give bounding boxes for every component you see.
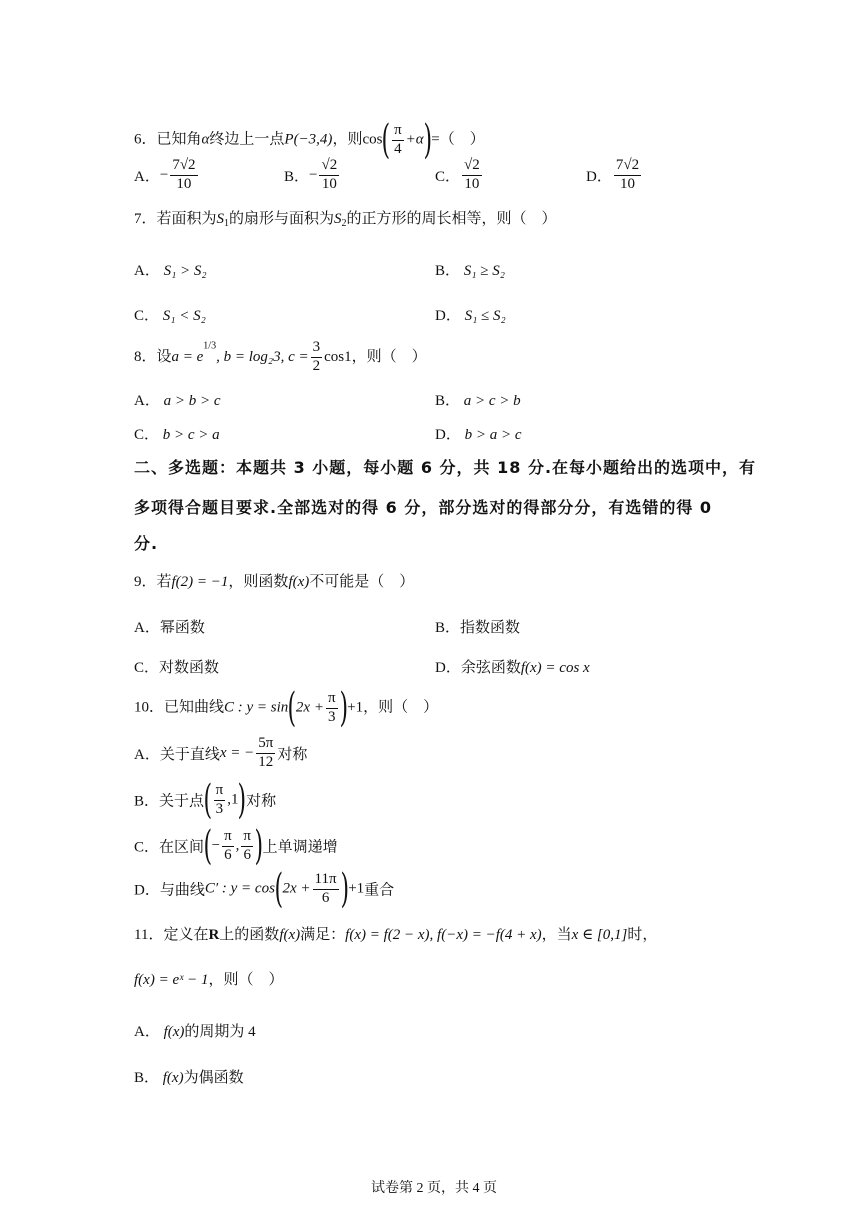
q8-stem: 8．设$a = e^{1/3}$, b = log₂3, c = $\frac{3}{2}$ cos1，则（ ） bbox=[134, 339, 427, 374]
q9-option-d[interactable]: D．余弦函数f(x) = cos x bbox=[435, 660, 590, 676]
q11-stem-line2: f(x) = eˣ − 1，则（ ） bbox=[134, 972, 284, 988]
q7-option-a[interactable]: A． S₁ > S₂ bbox=[134, 263, 207, 279]
q7-option-b[interactable]: B． S₁ ≥ S₂ bbox=[435, 263, 505, 279]
section2-line2: 多项得合题目要求.全部选对的得 6 分，部分选对的得部分分，有选错的得 0 bbox=[134, 498, 713, 517]
q11-option-b[interactable]: B． f(x)为偶函数 bbox=[134, 1070, 244, 1086]
point-p: P(−3,4) bbox=[284, 131, 333, 148]
q6-stem: 6．已知角α终边上一点P(−3,4)，则cos( $\frac{\pi}{4}$ +α)=（ ） bbox=[134, 117, 485, 163]
q8-option-c[interactable]: C． b > c > a bbox=[134, 427, 220, 443]
right-paren: ) bbox=[423, 117, 432, 163]
q8-option-a[interactable]: A． a > b > c bbox=[134, 393, 221, 409]
q10-option-a[interactable]: A．关于直线x = − $\frac{5\pi}{12}$ 对称 bbox=[134, 735, 308, 770]
section2-line3: 分. bbox=[134, 534, 159, 553]
q7-option-d[interactable]: D． S₁ ≤ S₂ bbox=[435, 308, 506, 324]
q10-option-c[interactable]: C．在区间(− $\frac{\pi}{6}$ , $\frac{\pi}{6}$ )上单调递增 bbox=[134, 823, 338, 869]
q10-option-d[interactable]: D．与曲线C′ : y = cos(2x + $\frac{11\pi}{6}$ )+1重合 bbox=[134, 866, 395, 912]
q11-stem: 11．定义在R上的函数f(x)满足：f(x) = f(2 − x), f(−x) = −f(4 + x)，当x ∈ [0,1]时， bbox=[134, 927, 658, 943]
q11-option-a[interactable]: A． f(x)的周期为 4 bbox=[134, 1024, 256, 1040]
q8-option-b[interactable]: B． a > c > b bbox=[435, 393, 521, 409]
q9-option-a[interactable]: A．幂函数 bbox=[134, 620, 205, 636]
q7-option-c[interactable]: C． S₁ < S₂ bbox=[134, 308, 206, 324]
q9-option-b[interactable]: B．指数函数 bbox=[435, 620, 521, 636]
q10-stem: 10．已知曲线C : y = sin(2x + $\frac{\pi}{3}$ )+1，则（ ） bbox=[134, 685, 439, 731]
alpha-symbol: α bbox=[201, 131, 210, 148]
section2-line1: 二、多选题：本题共 3 小题，每小题 6 分，共 18 分.在每小题给出的选项中，有 bbox=[134, 458, 757, 477]
q6-option-d[interactable]: D． $\frac{7√2}{10}$ bbox=[586, 157, 640, 192]
q7-stem: 7．若面积为$S_1$的扇形与面积为$S_2$的正方形的周长相等，则（ ） bbox=[134, 211, 557, 229]
q6-option-c[interactable]: C． $\frac{√2}{10}$ bbox=[435, 157, 480, 192]
pi-over-4: $\frac{\pi}{4}$ bbox=[394, 121, 402, 157]
q9-stem: 9．若f(2) = −1，则函数f(x)不可能是（ ） bbox=[134, 574, 415, 590]
q8-option-d[interactable]: D． b > a > c bbox=[435, 427, 522, 443]
left-paren: ( bbox=[381, 117, 391, 163]
q10-option-b[interactable]: B．关于点( $\frac{\pi}{3}$ ,1)对称 bbox=[134, 777, 277, 823]
page-footer: 试卷第 2 页，共 4 页 bbox=[371, 1181, 497, 1196]
q6-option-a[interactable]: A．− $\frac{7√2}{10}$ bbox=[134, 157, 196, 192]
q6-option-b[interactable]: B．− $\frac{√2}{10}$ bbox=[284, 157, 338, 192]
q9-option-c[interactable]: C．对数函数 bbox=[134, 660, 220, 676]
